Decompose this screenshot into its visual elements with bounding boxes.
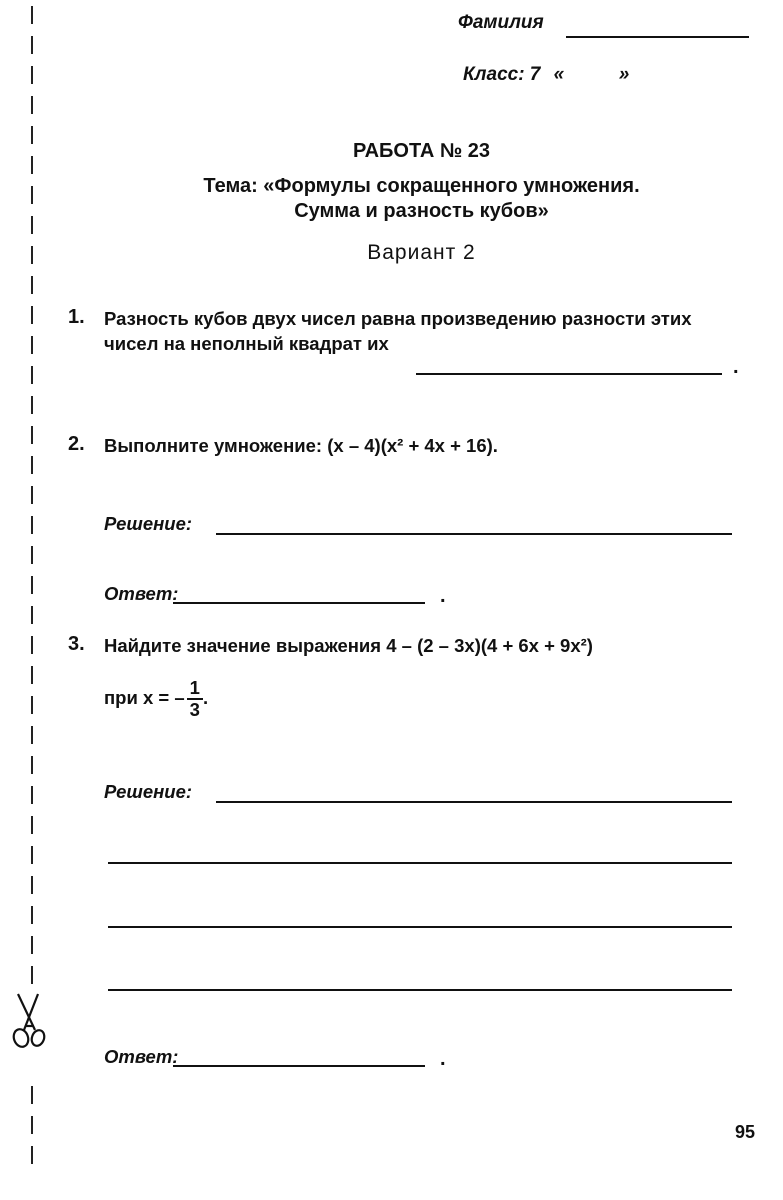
question-2-answer-field[interactable] [173, 602, 425, 604]
question-3-text [104, 633, 593, 658]
cut-line-dash [31, 336, 33, 354]
cut-line-dash [31, 726, 33, 744]
cut-line-dash [31, 696, 33, 714]
question-3-solution-label: Решение: [104, 781, 193, 802]
surname-label: Фамилия [458, 12, 544, 33]
cut-line-dash [31, 816, 33, 834]
cut-line-dash [31, 636, 33, 654]
cut-line-dash [31, 576, 33, 594]
question-2-text [104, 433, 498, 458]
question-3-prompt: Найдите значение выражения [104, 635, 382, 656]
question-3-condition [104, 678, 208, 720]
cut-line-dash [31, 216, 33, 234]
cut-line-dash [31, 1116, 33, 1134]
page-number: 95 [735, 1122, 756, 1142]
question-3-fraction [187, 678, 203, 720]
question-3-solution-line-4[interactable] [108, 989, 732, 991]
cut-line-dash [31, 456, 33, 474]
surname-field[interactable] [566, 36, 749, 38]
cut-line-dash [31, 666, 33, 684]
cut-line-dash [31, 366, 33, 384]
variant-label: Вариант 2 [367, 241, 476, 264]
question-3-solution-line-1[interactable] [216, 801, 732, 803]
cut-line-dash [31, 486, 33, 504]
cut-line-dash [31, 516, 33, 534]
cut-line-dash [31, 786, 33, 804]
question-2-number: 2. [68, 433, 85, 455]
question-3-solution-line-3[interactable] [108, 926, 732, 928]
surname-row [458, 12, 544, 34]
cut-line-dash [31, 186, 33, 204]
class-quote-open: « [553, 64, 565, 85]
fraction-denominator: 3 [189, 699, 200, 720]
topic [60, 174, 783, 224]
cut-line-dash [31, 396, 33, 414]
cut-line-dash [31, 876, 33, 894]
question-1-line-1: Разность кубов двух чисел равна произведению разности этих [104, 308, 692, 329]
question-3-solution-line-2[interactable] [108, 862, 732, 864]
cut-line-dash [31, 246, 33, 264]
question-2-expression: (x – 4)(x² + 4x + 16). [327, 435, 498, 456]
question-1-number: 1. [68, 306, 85, 328]
question-2-solution-label: Решение: [104, 513, 193, 534]
cut-line-dash [31, 36, 33, 54]
cut-line-dash [31, 1086, 33, 1104]
work-title: РАБОТА № 23 [352, 140, 490, 162]
fraction-numerator: 1 [187, 678, 203, 700]
cut-line-dash [31, 66, 33, 84]
cut-line-dash [31, 126, 33, 144]
cut-line-dash [31, 906, 33, 924]
class-row [463, 64, 629, 86]
question-1-text [104, 306, 764, 356]
cut-line-dash [31, 1146, 33, 1164]
question-3-condition-text: при x = – [104, 686, 185, 708]
cut-line-dash [31, 606, 33, 624]
scissors-icon [8, 990, 52, 1050]
question-2-answer-label: Ответ: [104, 583, 179, 604]
class-label: Класс: 7 [463, 64, 541, 85]
cut-line-dash [31, 846, 33, 864]
cut-line-dash [31, 306, 33, 324]
question-3-expression: 4 – (2 – 3x)(4 + 6x + 9x²) [386, 635, 593, 656]
cut-line-dash [31, 6, 33, 24]
cut-line-dash [31, 756, 33, 774]
question-3-answer-label: Ответ: [104, 1046, 179, 1067]
question-3-condition-end: . [202, 686, 209, 708]
topic-line-2: Сумма и разность кубов» [294, 200, 549, 222]
cut-line-dash [31, 966, 33, 984]
question-3-dot: . [440, 1048, 446, 1070]
question-1-answer-field[interactable] [416, 373, 722, 375]
question-2-prompt: Выполните умножение: [104, 435, 323, 456]
cut-line-dash [31, 546, 33, 564]
question-3-number: 3. [68, 633, 85, 655]
question-3-answer-field[interactable] [173, 1065, 425, 1067]
class-quote-close: » [618, 64, 630, 85]
question-2-solution-line[interactable] [216, 533, 732, 535]
cut-line-dash [31, 156, 33, 174]
topic-line-1: Тема: «Формулы сокращенного умножения. [203, 175, 640, 197]
question-2-dot: . [440, 585, 446, 607]
question-1-line-2: чисел на неполный квадрат их [104, 333, 389, 354]
question-1-dot: . [733, 356, 739, 378]
cut-line-dash [31, 96, 33, 114]
cut-line-dash [31, 426, 33, 444]
cut-line-dash [31, 276, 33, 294]
cut-line-dash [31, 936, 33, 954]
